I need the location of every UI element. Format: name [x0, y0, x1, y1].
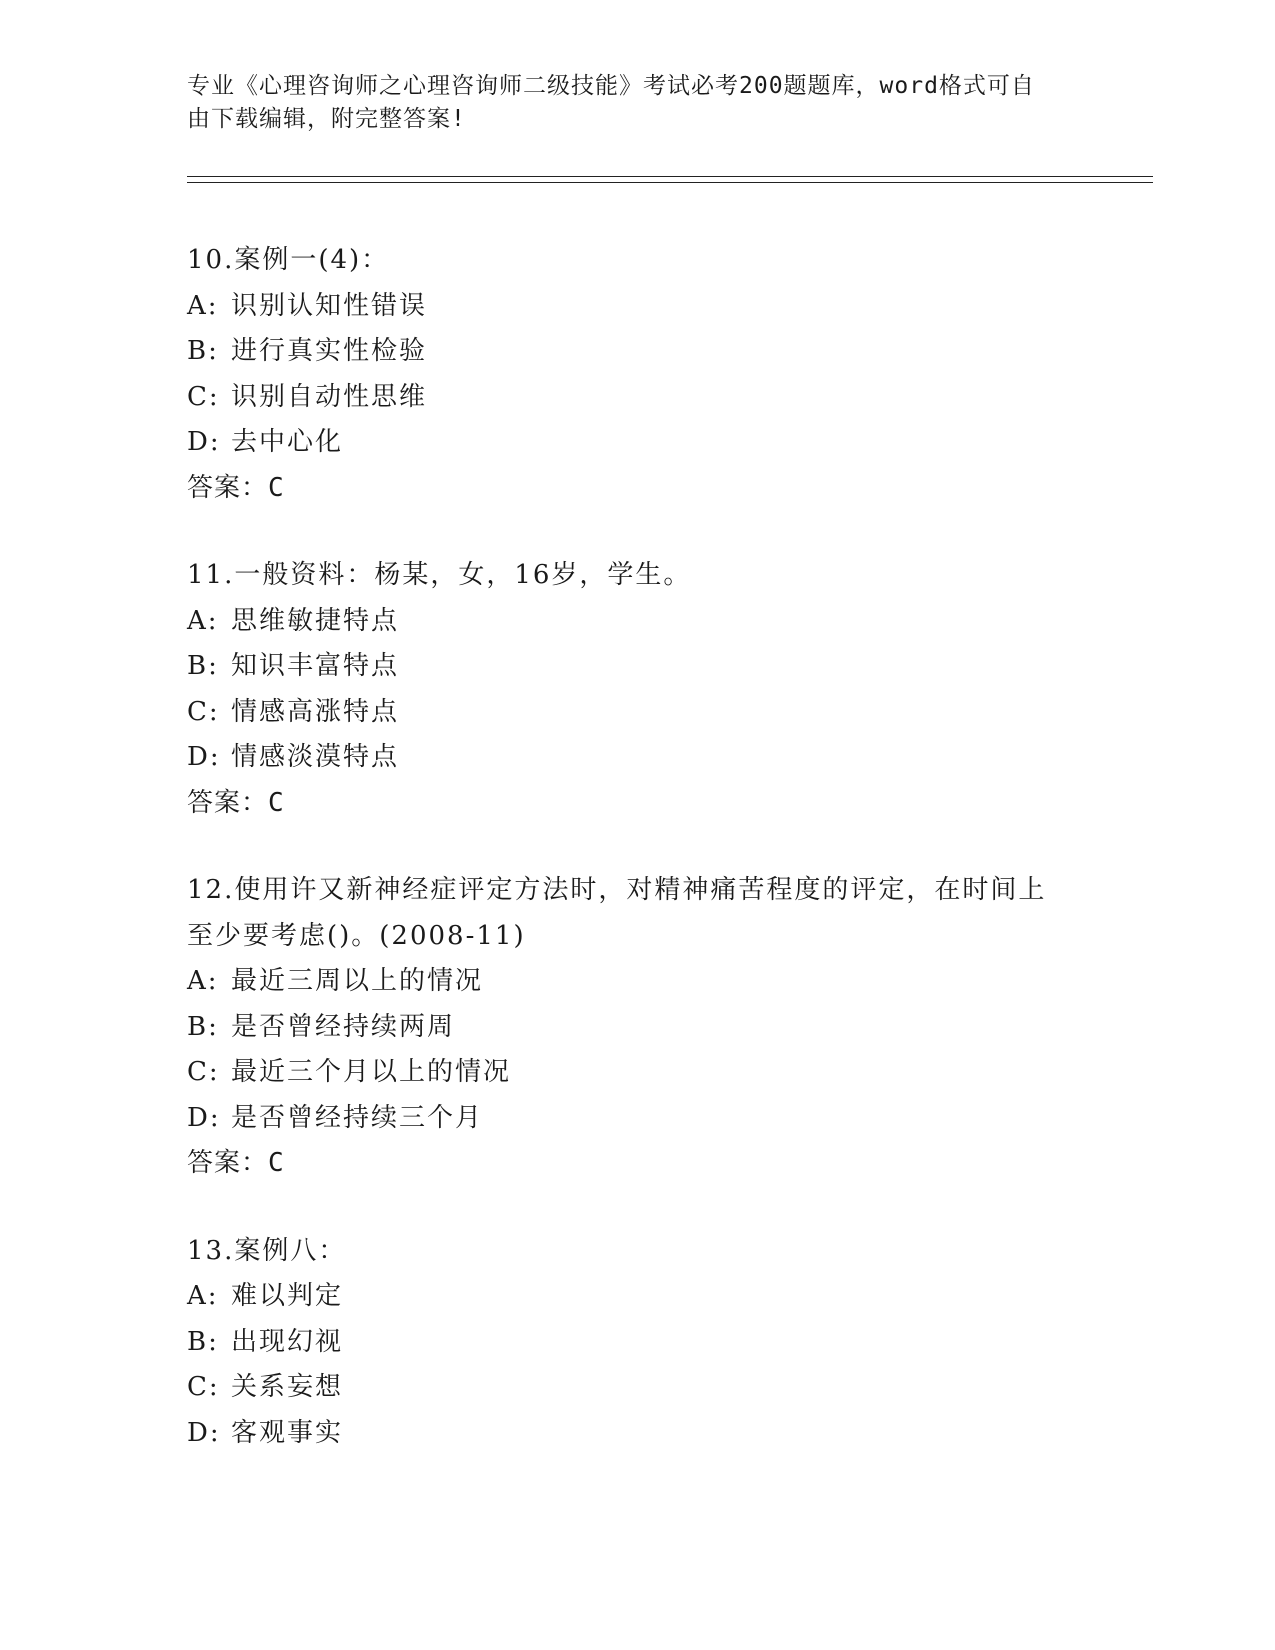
option-d: [187, 1411, 1107, 1457]
option-text: 最近三周以上的情况: [231, 966, 484, 996]
option-text: 最近三个月以上的情况: [231, 1057, 512, 1087]
option-letter: A:: [187, 1281, 219, 1311]
option-a: [187, 284, 1107, 330]
option-b: [187, 1320, 1107, 1366]
question-list: [187, 238, 1107, 1498]
option-text: 进行真实性检验: [231, 336, 428, 366]
option-letter: A:: [187, 605, 219, 636]
option-text: 知识丰富特点: [231, 651, 400, 681]
option-b: [187, 1005, 1107, 1051]
question-stem: 12.使用许又新神经症评定方法时，对精神痛苦程度的评定，在时间上: [187, 875, 1047, 905]
option-text: 识别自动性思维: [231, 381, 428, 412]
header-line-2: 由下载编辑，附完整答案!: [187, 106, 466, 132]
option-letter: C:: [187, 696, 220, 727]
option-letter: B:: [187, 651, 219, 681]
option-a: [187, 599, 1107, 645]
question-10: [187, 238, 1107, 511]
option-a: [187, 1274, 1107, 1320]
option-letter: A:: [187, 966, 219, 996]
option-c: [187, 1050, 1107, 1096]
option-text: 情感高涨特点: [231, 696, 400, 727]
option-c: [187, 690, 1107, 736]
option-letter: B:: [187, 336, 219, 366]
option-text: 识别认知性错误: [231, 290, 428, 321]
option-text: 关系妄想: [231, 1372, 344, 1402]
question-stem: 13.案例八：: [187, 1235, 347, 1266]
question-stem: 11.一般资料：杨某，女，16岁，学生。: [187, 560, 692, 590]
answer-line: 答案：C: [187, 472, 285, 503]
header-divider-top: [187, 176, 1153, 177]
option-d: [187, 1096, 1107, 1142]
answer-line: 答案：C: [187, 1148, 285, 1178]
option-letter: C:: [187, 1057, 220, 1087]
option-text: 是否曾经持续两周: [231, 1011, 456, 1042]
option-c: [187, 375, 1107, 421]
document-header: [187, 70, 1067, 136]
option-text: 客观事实: [231, 1417, 344, 1448]
answer-line: 答案：C: [187, 787, 285, 818]
option-d: [187, 735, 1107, 781]
option-text: 难以判定: [231, 1281, 344, 1311]
option-c: [187, 1365, 1107, 1411]
option-letter: B:: [187, 1326, 219, 1357]
option-a: [187, 959, 1107, 1005]
header-divider-bottom: [187, 182, 1153, 183]
question-11: [187, 553, 1107, 826]
option-letter: C:: [187, 381, 220, 412]
option-letter: D:: [187, 1417, 221, 1448]
option-d: [187, 420, 1107, 466]
question-stem: 10.案例一(4)：: [187, 245, 390, 275]
option-letter: D:: [187, 1102, 221, 1133]
question-12: [187, 868, 1107, 1187]
question-stem-continued: 至少要考虑()。(2008-11): [187, 920, 526, 951]
option-b: [187, 644, 1107, 690]
option-letter: B:: [187, 1011, 219, 1042]
option-letter: C:: [187, 1372, 220, 1402]
question-13: [187, 1229, 1107, 1457]
option-text: 去中心化: [231, 427, 344, 457]
option-letter: A:: [187, 290, 219, 321]
option-text: 出现幻视: [231, 1326, 344, 1357]
option-letter: D:: [187, 427, 221, 457]
option-text: 思维敏捷特点: [231, 605, 400, 636]
option-b: [187, 329, 1107, 375]
option-letter: D:: [187, 742, 221, 772]
header-line-1: 专业《心理咨询师之心理咨询师二级技能》考试必考200题题库，word格式可自: [187, 73, 1035, 99]
option-text: 情感淡漠特点: [231, 742, 400, 772]
option-text: 是否曾经持续三个月: [231, 1102, 484, 1133]
